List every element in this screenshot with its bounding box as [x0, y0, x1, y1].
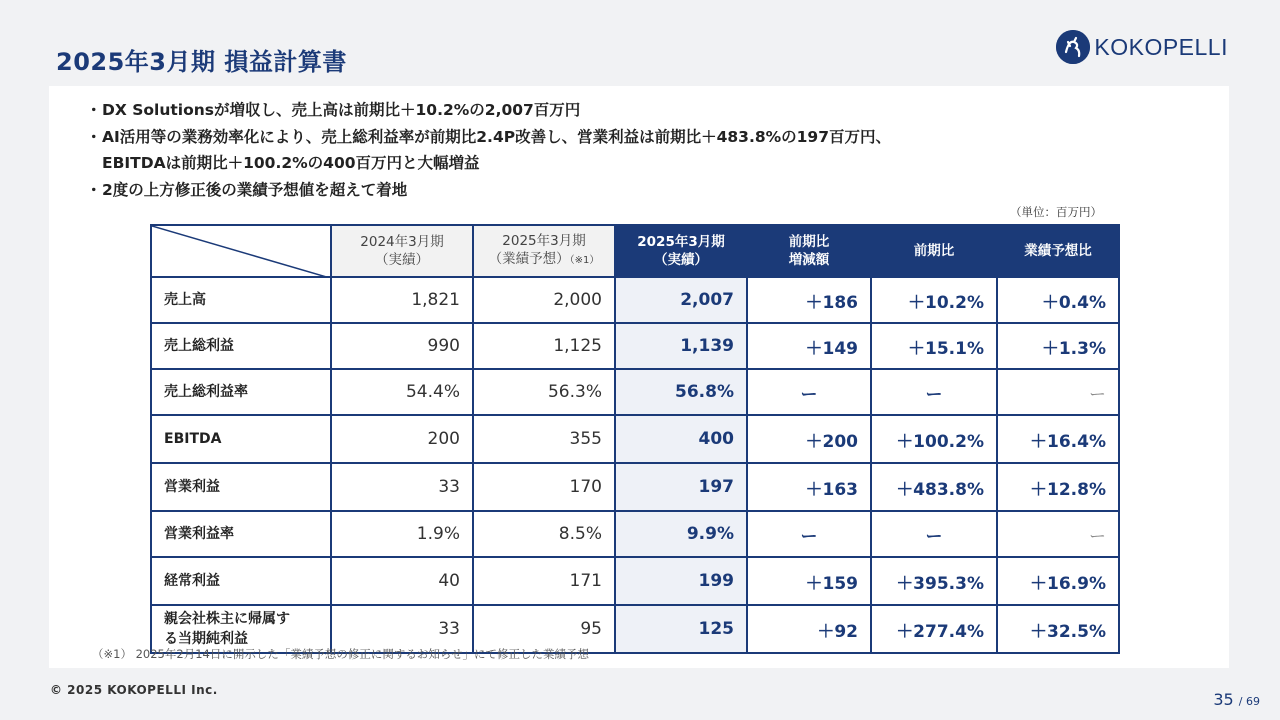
table-cell: 1,821	[331, 277, 473, 323]
table-cell: ー	[747, 369, 871, 415]
column-header: 2024年3月期 （実績）	[331, 225, 473, 277]
table-cell: 33	[331, 463, 473, 511]
footnote: （※1） 2025年2月14日に開示した「業績予想の修正に関するお知らせ」にて修正した業績予想	[92, 647, 589, 661]
summary-bullets	[86, 97, 891, 203]
bullet-marker: ・	[86, 127, 102, 146]
page-title: 2025年3月期 損益計算書	[56, 48, 347, 76]
row-label: 営業利益	[151, 463, 331, 511]
table-cell: 400	[615, 415, 747, 463]
table-cell: ＋395.3%	[871, 557, 997, 605]
row-label: 売上総利益率	[151, 369, 331, 415]
table-cell: ＋16.9%	[997, 557, 1119, 605]
table-cell: ＋100.2%	[871, 415, 997, 463]
table-cell: 95	[473, 605, 615, 653]
table-cell: 56.8%	[615, 369, 747, 415]
row-label: 営業利益率	[151, 511, 331, 557]
table-row	[151, 277, 1119, 323]
table-cell: 2,000	[473, 277, 615, 323]
table-cell: ＋92	[747, 605, 871, 653]
table-cell: 171	[473, 557, 615, 605]
table-cell: ＋277.4%	[871, 605, 997, 653]
table-cell: 1.9%	[331, 511, 473, 557]
table-cell: 2,007	[615, 277, 747, 323]
table-cell: ー	[997, 369, 1119, 415]
table-cell: ＋483.8%	[871, 463, 997, 511]
table-cell: 9.9%	[615, 511, 747, 557]
table-cell: 200	[331, 415, 473, 463]
table-cell: 40	[331, 557, 473, 605]
column-header: 業績予想比	[997, 225, 1119, 277]
bullet-item: ・2度の上方修正後の業績予想値を超えて着地	[86, 177, 891, 204]
table-cell: ＋15.1%	[871, 323, 997, 369]
table-cell: 1,139	[615, 323, 747, 369]
table-cell: 54.4%	[331, 369, 473, 415]
table-cell: 33	[331, 605, 473, 653]
column-header: 前期比 増減額	[747, 225, 871, 277]
copyright: © 2025 KOKOPELLI Inc.	[50, 683, 218, 697]
table-cell: 56.3%	[473, 369, 615, 415]
row-label: 経常利益	[151, 557, 331, 605]
table-header-row	[151, 225, 1119, 277]
table-cell: ＋0.4%	[997, 277, 1119, 323]
table-row	[151, 369, 1119, 415]
table-cell: 1,125	[473, 323, 615, 369]
column-header: 2025年3月期 （実績）	[615, 225, 747, 277]
table-cell: 8.5%	[473, 511, 615, 557]
table-row	[151, 557, 1119, 605]
table-cell: 197	[615, 463, 747, 511]
table-cell: ー	[997, 511, 1119, 557]
table-row	[151, 511, 1119, 557]
bullet-item: ・DX Solutionsが増収し、売上高は前期比＋10.2%の2,007百万円	[86, 97, 891, 124]
income-statement-table	[150, 224, 1120, 654]
bullet-marker: ・	[86, 101, 102, 119]
table-cell: ＋159	[747, 557, 871, 605]
table-cell: ＋1.3%	[997, 323, 1119, 369]
bullet-item: ・AI活用等の業務効率化により、売上総利益率が前期比2.4P改善し、営業利益は前期比＋483.8%の197百万円、	[86, 124, 891, 151]
table-cell: 355	[473, 415, 615, 463]
table-cell: ー	[871, 511, 997, 557]
table-row	[151, 323, 1119, 369]
bullet-marker: ・	[86, 180, 102, 199]
column-header: 前期比	[871, 225, 997, 277]
table-cell: ＋149	[747, 323, 871, 369]
row-label: 売上総利益	[151, 323, 331, 369]
table-cell: ＋200	[747, 415, 871, 463]
table-cell: ＋10.2%	[871, 277, 997, 323]
table-cell: ＋12.8%	[997, 463, 1119, 511]
row-label: 親会社株主に帰属す る当期純利益	[151, 605, 331, 653]
unit-label: （単位：百万円）	[1010, 205, 1102, 219]
table-cell: ＋186	[747, 277, 871, 323]
table-cell: 170	[473, 463, 615, 511]
table-row	[151, 463, 1119, 511]
logo-text: KOKOPELLI	[1094, 33, 1228, 60]
table-cell: ＋32.5%	[997, 605, 1119, 653]
column-header: 2025年3月期 （業績予想）（※1）	[473, 225, 615, 277]
table-row	[151, 415, 1119, 463]
bullet-item-continued: EBITDAは前期比＋100.2%の400百万円と大幅増益	[102, 154, 480, 172]
row-label: 売上高	[151, 277, 331, 323]
table-cell: ー	[747, 511, 871, 557]
table-cell: ー	[871, 369, 997, 415]
table-cell: 125	[615, 605, 747, 653]
table-cell: 990	[331, 323, 473, 369]
table-cell: ＋16.4%	[997, 415, 1119, 463]
kokopelli-logo-icon	[1056, 30, 1090, 64]
table-cell: 199	[615, 557, 747, 605]
row-label: EBITDA	[151, 415, 331, 463]
corner-cell	[151, 225, 331, 277]
page-number: 35 / 69	[1213, 690, 1260, 709]
company-logo	[1056, 30, 1228, 64]
table-cell: ＋163	[747, 463, 871, 511]
